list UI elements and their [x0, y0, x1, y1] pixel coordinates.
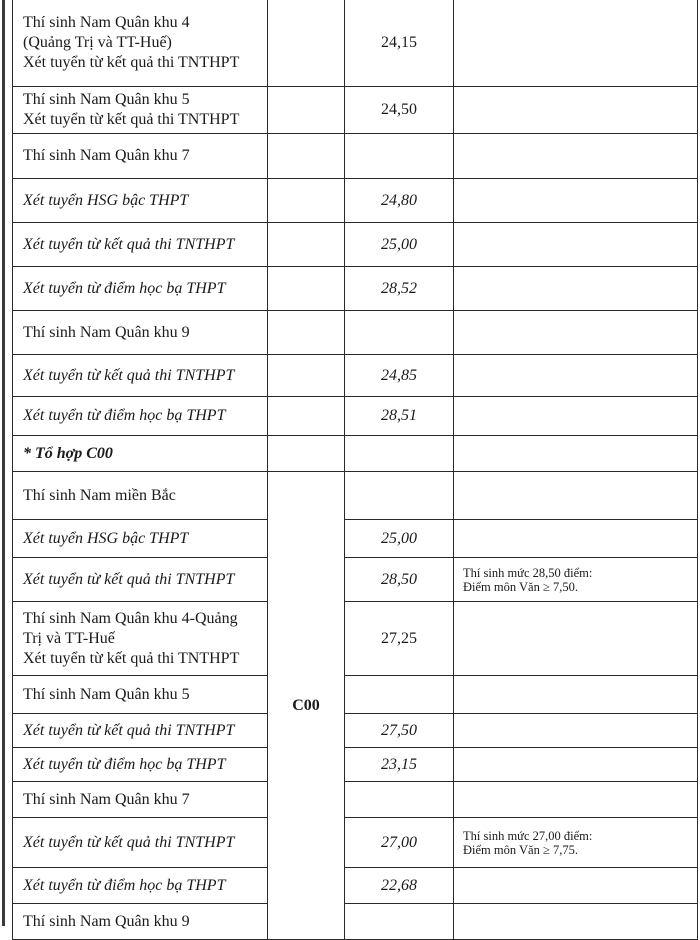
criteria-line: Xét tuyển từ điểm học bạ THPT: [23, 755, 226, 773]
note-cell: [454, 223, 698, 267]
note-cell: [454, 676, 698, 714]
note-line: Thí sinh mức 28,50 điểm:: [463, 565, 593, 580]
criteria-cell: [13, 520, 268, 558]
criteria-line: Xét tuyển từ kết quả thi TNTHPT: [23, 111, 240, 128]
criteria-cell: [13, 558, 268, 602]
criteria-line: Xét tuyển từ điểm học bạ THPT: [23, 876, 226, 894]
criteria-line: Thí sinh Nam Quân khu 7: [23, 790, 190, 808]
criteria-cell: [13, 602, 268, 676]
criteria-cell: [13, 87, 268, 134]
criteria-line: Xét tuyển từ kết quả thi TNTHPT: [23, 649, 240, 667]
score-cell: 28,52: [345, 267, 454, 311]
criteria-line: Thí sinh Nam Quân khu 7: [23, 147, 190, 164]
score-cell: 27,00: [345, 818, 454, 868]
combo-cell: [268, 87, 345, 134]
criteria-line: Xét tuyển từ kết quả thi TNTHPT: [23, 570, 235, 588]
table-row: [13, 472, 698, 520]
score-cell: 28,50: [345, 558, 454, 602]
criteria-cell: [13, 748, 268, 782]
combo-cell: [268, 311, 345, 355]
criteria-line: Thí sinh Nam miền Bắc: [23, 486, 176, 504]
criteria-cell: [13, 267, 268, 311]
table-row: [13, 436, 698, 472]
criteria-line: (Quảng Trị và TT-Huế): [23, 33, 172, 51]
criteria-line: Xét tuyển từ kết quả thi TNTHPT: [23, 235, 235, 253]
combo-cell: [268, 223, 345, 267]
criteria-line: Thí sinh Nam Quân khu 5: [23, 91, 190, 108]
note-cell: [454, 179, 698, 223]
note-line: Điểm môn Văn ≥ 7,50.: [463, 579, 578, 594]
table-row: [13, 267, 698, 311]
score-cell: 22,68: [345, 868, 454, 904]
note-line: Điểm môn Văn ≥ 7,75.: [463, 842, 578, 857]
table-row: [13, 397, 698, 436]
table-row: [13, 904, 698, 940]
criteria-line: Xét tuyển từ kết quả thi TNTHPT: [23, 366, 235, 384]
note-cell: [454, 748, 698, 782]
note-cell: [454, 0, 698, 87]
combo-cell: [268, 179, 345, 223]
note-cell: [454, 87, 698, 134]
score-cell: 24,85: [345, 355, 454, 397]
score-cell: 27,25: [345, 602, 454, 676]
score-cell: 28,51: [345, 397, 454, 436]
criteria-line: Xét tuyển từ điểm học bạ THPT: [23, 407, 226, 424]
table-row: [13, 311, 698, 355]
criteria-cell: [13, 134, 268, 179]
score-cell: [345, 782, 454, 818]
note-cell: [454, 311, 698, 355]
criteria-cell: [13, 0, 268, 87]
criteria-cell: [13, 676, 268, 714]
table-row: [13, 558, 698, 602]
table-row: [13, 87, 698, 134]
table-row: [13, 748, 698, 782]
score-cell: [345, 904, 454, 940]
note-cell: [454, 397, 698, 436]
score-cell: 24,80: [345, 179, 454, 223]
criteria-line: Xét tuyển HSG bậc THPT: [23, 529, 189, 547]
table-row: [13, 868, 698, 904]
note-cell: [454, 520, 698, 558]
table-row: [13, 714, 698, 748]
criteria-line: Xét tuyển từ điểm học bạ THPT: [23, 279, 226, 297]
combo-cell: [268, 355, 345, 397]
section-header: * Tổ hợp C00: [23, 444, 113, 462]
score-cell: [345, 134, 454, 179]
note-cell: [454, 472, 698, 520]
criteria-line: Xét tuyển HSG bậc THPT: [23, 191, 189, 209]
score-cell: [345, 676, 454, 714]
combo-cell: [268, 134, 345, 179]
score-cell: 25,00: [345, 223, 454, 267]
table-row: [13, 134, 698, 179]
note-cell: [454, 558, 698, 602]
admission-score-table: [12, 0, 698, 940]
combo-cell: [268, 267, 345, 311]
score-cell: [345, 436, 454, 472]
criteria-cell: [13, 311, 268, 355]
table-row: [13, 355, 698, 397]
criteria-cell: [13, 782, 268, 818]
combo-cell: [268, 0, 345, 87]
table-row: [13, 818, 698, 868]
note-cell: [454, 134, 698, 179]
note-cell: [454, 782, 698, 818]
criteria-cell: [13, 868, 268, 904]
note-cell: [454, 355, 698, 397]
note-cell: [454, 818, 698, 868]
page-left-border: [2, 0, 5, 926]
criteria-line: Thí sinh Nam Quân khu 9: [23, 912, 190, 930]
note-cell: [454, 868, 698, 904]
table-row: [13, 520, 698, 558]
criteria-line: Trị và TT-Huế: [23, 629, 115, 647]
note-line: Thí sinh mức 27,00 điểm:: [463, 828, 593, 843]
score-cell: [345, 311, 454, 355]
note-cell: [454, 436, 698, 472]
criteria-cell: [13, 223, 268, 267]
table-row: [13, 0, 698, 87]
score-cell: 24,15: [345, 0, 454, 87]
note-cell: [454, 267, 698, 311]
criteria-cell: [13, 472, 268, 520]
criteria-line: Thí sinh Nam Quân khu 4: [23, 13, 190, 31]
criteria-line: Xét tuyển từ kết quả thi TNTHPT: [23, 53, 240, 71]
section-header-cell: [13, 436, 268, 472]
note-cell: [454, 904, 698, 940]
combo-cell: [268, 436, 345, 472]
table-row: [13, 223, 698, 267]
criteria-line: Thí sinh Nam Quân khu 5: [23, 685, 190, 703]
score-cell: [345, 472, 454, 520]
criteria-line: Thí sinh Nam Quân khu 9: [23, 323, 190, 341]
score-cell: 27,50: [345, 714, 454, 748]
note-cell: [454, 714, 698, 748]
table-row: [13, 676, 698, 714]
criteria-line: Xét tuyển từ kết quả thi TNTHPT: [23, 721, 235, 739]
criteria-cell: [13, 714, 268, 748]
score-cell: 25,00: [345, 520, 454, 558]
criteria-cell: [13, 818, 268, 868]
table-row: [13, 782, 698, 818]
score-cell: 24,50: [345, 87, 454, 134]
criteria-line: Xét tuyển từ kết quả thi TNTHPT: [23, 833, 235, 851]
score-cell: 23,15: [345, 748, 454, 782]
combo-cell: [268, 397, 345, 436]
combo-code-cell: C00: [268, 472, 345, 940]
table-row: [13, 179, 698, 223]
criteria-cell: [13, 179, 268, 223]
note-cell: [454, 602, 698, 676]
criteria-cell: [13, 397, 268, 436]
table-row: [13, 602, 698, 676]
criteria-cell: [13, 355, 268, 397]
criteria-line: Thí sinh Nam Quân khu 4-Quảng: [23, 609, 238, 627]
criteria-cell: [13, 904, 268, 940]
